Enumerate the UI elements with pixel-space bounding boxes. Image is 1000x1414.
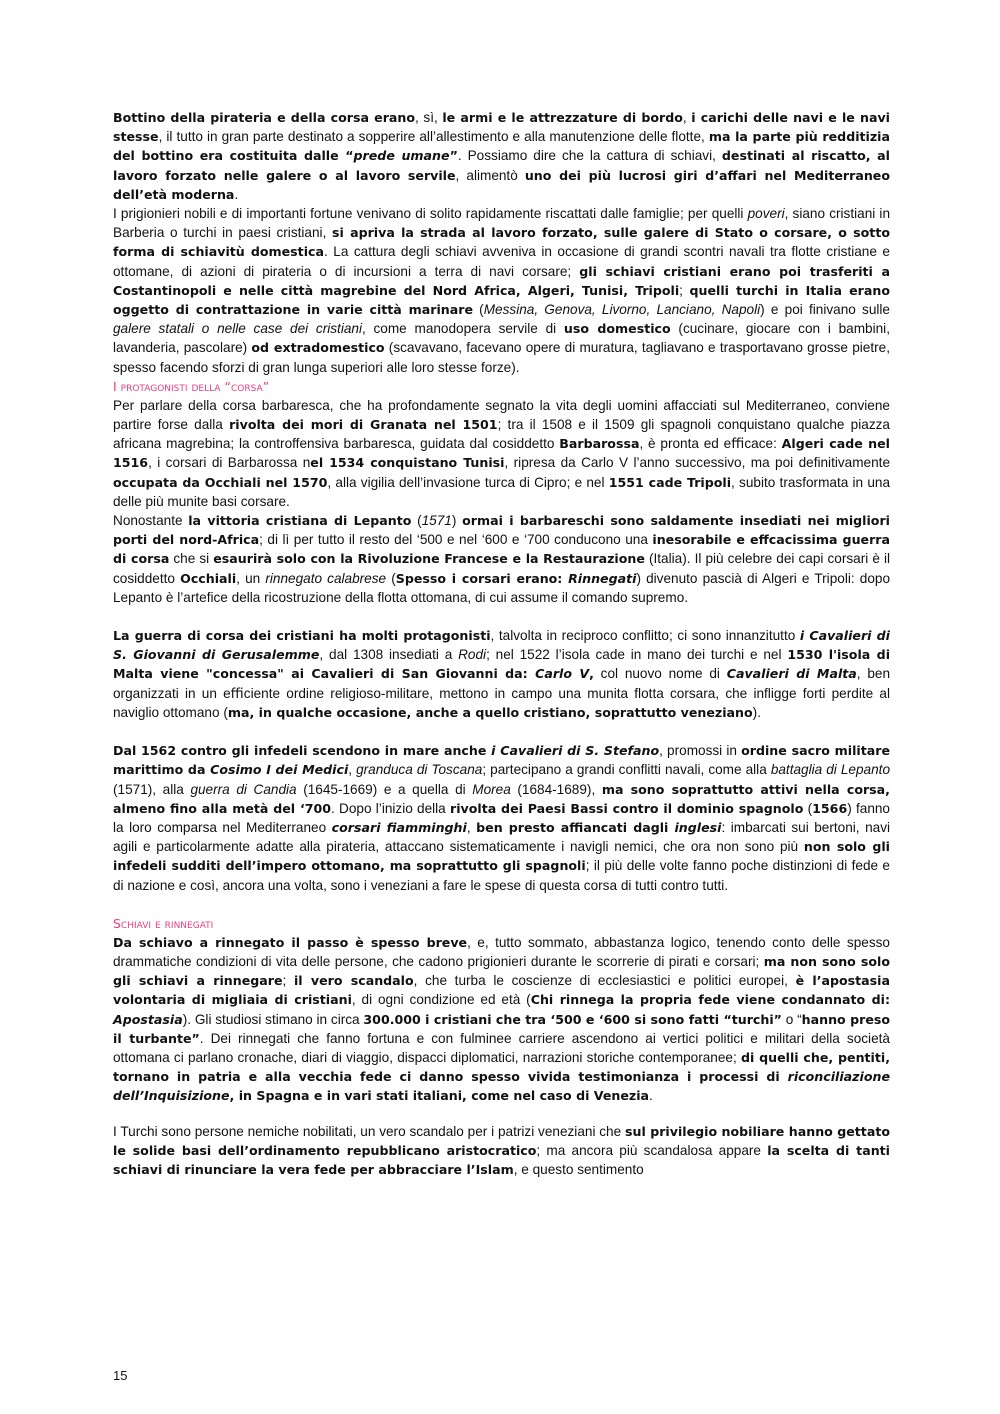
text-run: le armi e le attrezzature di bordo — [442, 110, 683, 125]
text-run: (scavavano, facevano opere di muratura, tagliavano e trasportavano grosse pietre, spesso facendo sforzi di gran lunga superiori alle loro stesse forze). — [113, 340, 890, 375]
text-run: Barbarossa — [559, 436, 640, 452]
text-run: non solo gli infedeli sudditi dell’impero ottomano, ma soprattutto gli spagnoli — [113, 839, 890, 874]
text-run: ) — [451, 513, 463, 529]
text-run: , ben organizzati in un eﬃciente ordine religioso-militare, mettono in campo una munita ﬂotta corsara, che inﬂigge forti perdite al naviglio ottomano ( — [113, 666, 891, 720]
text-run: ma, in qualche occasione, anche a quello cristiano, soprattutto veneziano — [227, 704, 753, 720]
text-run: ( — [472, 302, 484, 318]
text-run: , promossi in — [659, 743, 742, 759]
text-run: rinnegato calabrese — [265, 570, 387, 586]
text-run: Spesso i corsari erano: — [395, 570, 569, 586]
text-run: (1645-1669) e a quella di — [296, 781, 473, 797]
text-run: la scelta di tanti schiavi di rinunciare la vera fede per abbracciare l’Islam — [113, 1142, 890, 1177]
text-run: ma sono soprattutto attivi nella corsa, almeno ﬁno alla metà del ‘700 — [113, 781, 890, 816]
text-run: battaglia di Lepanto — [770, 762, 891, 778]
text-run: , i corsari di Barbarossa n — [148, 455, 311, 471]
text-run: ) fanno la loro comparsa nel Mediterraneo — [113, 800, 890, 835]
text-run: , che turba le coscienze di ecclesiastici e politici europei, — [413, 973, 796, 989]
text-run: , sì, — [415, 110, 443, 125]
text-run: ). — [752, 704, 761, 720]
text-run: ; ma ancora più scandalosa appare — [536, 1142, 768, 1158]
text-run: . Possiamo dire che la cattura di schiavi, — [457, 148, 722, 164]
text-run: , — [589, 666, 594, 682]
section-heading-protagonisti: I protagonisti della “corsa” — [113, 378, 270, 394]
text-run: ma non sono solo gli schiavi a rinnegare — [113, 953, 890, 989]
text-run: destinati al riscatto, al lavoro forzato nelle galere o al lavoro servile — [113, 148, 890, 183]
text-run: galere statali o nelle case dei cristiani — [113, 321, 362, 337]
text-run: rivolta dei mori di Granata nel 1501 — [229, 417, 498, 433]
text-run: gli schiavi cristiani erano poi trasferiti a Costantinopoli e nelle città magrebine del Nord Africa, Algeri, Tunisi, Tripoli — [113, 263, 890, 298]
text-run: Da schiavo a rinnegato il passo è spesso breve — [113, 934, 468, 950]
text-run: , come manodopera servile di — [361, 321, 564, 337]
text-run: ; tra il 1508 e il 1509 gli spagnoli conquistano qualche piazza africana magrebina; la controffensiva barbaresca, guidata dal cosiddetto — [113, 417, 890, 452]
paragraph-lepanto — [113, 511, 890, 607]
text-run: , — [682, 110, 692, 125]
text-run: prede umane — [353, 148, 450, 164]
text-run: ( — [803, 800, 813, 816]
section-heading-schiavi: Schiavi e rinnegati — [113, 915, 214, 931]
text-run: Carlo V — [535, 666, 590, 682]
text-run: ma la parte più redditizia del bottino era costituita dalle “ — [113, 129, 891, 164]
document-body — [113, 108, 890, 1179]
text-run: 1571 — [421, 513, 452, 529]
text-run: ; nel 1522 l’isola cade in mano dei turchi e nel — [486, 647, 788, 663]
text-run: o “ — [781, 1011, 802, 1027]
paragraph-turchi — [113, 1122, 890, 1180]
text-run: col nuovo nome di — [593, 666, 727, 682]
text-run: Bottino della pirateria e della corsa erano — [113, 110, 416, 125]
text-run: è l’apostasia volontaria di migliaia di cristiani — [113, 973, 890, 1008]
text-run: i carichi delle navi e le navi stesse — [113, 110, 890, 145]
text-run: ordine sacro militare marittimo da — [113, 743, 891, 778]
text-run: La guerra di corsa dei cristiani ha molti protagonisti — [113, 628, 491, 644]
text-run: Cosimo I dei Medici — [210, 762, 349, 778]
text-run: occupata da Occhiali nel 1570 — [113, 474, 328, 490]
paragraph-corsa-barbaresca — [113, 396, 890, 511]
text-run: , il tutto in gran parte destinato a sopperire all’allestimento e alla manutenzione delle ﬂotte, — [158, 129, 709, 145]
text-run: i Cavalieri di S. Stefano — [491, 743, 660, 759]
paragraph-cavalieri-stefano — [113, 741, 890, 895]
text-run: Nonostante — [113, 513, 189, 529]
text-run: , siano cristiani in Barberia o turchi in paesi cristiani, — [113, 206, 890, 241]
text-run: che si — [169, 551, 214, 567]
text-run: ) e poi ﬁnivano sulle — [760, 302, 890, 318]
text-run: : imbarcati sui bertoni, navi agili e particolarmente adatte alla pirateria, attaccano sistematicamente i navigli nemici, che ora non sono più — [113, 819, 891, 855]
text-run: ; — [282, 973, 294, 989]
text-run: , talvolta in reciproco conﬂitto; ci sono innanzitutto — [490, 628, 800, 644]
text-run: , un — [236, 570, 266, 586]
text-run: il vero scandalo — [293, 973, 414, 989]
text-run: (Italia). Il più celebre dei capi corsari è il cosiddetto — [113, 551, 890, 586]
text-run: 300.000 i cristiani che tra ‘500 e ‘600 si sono fatti “turchi” — [363, 1011, 782, 1027]
text-run: , — [466, 819, 477, 835]
text-run: (cucinare, giocare con i bambini, lavanderia, pascolare) — [113, 321, 890, 356]
text-run: ( — [386, 570, 396, 586]
text-run: hanno preso il turbante” — [113, 1011, 891, 1046]
text-run: , è pronta ed eﬃcace: — [639, 436, 782, 452]
text-run: Messina, Genova, Livorno, Lanciano, Napoli — [483, 302, 761, 318]
text-run: ben presto aﬃancati dagli — [476, 819, 675, 835]
text-run: , subito trasformata in una delle più munite basi corsare. — [113, 474, 891, 509]
text-run: corsari ﬁamminghi — [331, 819, 467, 835]
text-run: Rinnegati — [568, 570, 637, 586]
text-run: ). Gli studiosi stimano in circa — [182, 1011, 364, 1027]
text-run: (1684-1689), — [510, 781, 602, 797]
text-run: i Cavalieri di S. Giovanni di Gerusalemme — [113, 628, 891, 663]
text-run: 1551 cade Tripoli — [608, 474, 732, 490]
text-run: ( — [411, 513, 422, 529]
text-run: riconciliazione dell’Inquisizione — [113, 1069, 890, 1104]
text-run: Algeri cade nel 1516 — [113, 436, 890, 471]
text-run: uno dei più lucrosi giri d’affari nel Mediterraneo dell’età moderna — [113, 167, 890, 202]
text-run: . — [649, 1088, 653, 1104]
paragraph-bottino — [113, 108, 890, 204]
text-run: ormai i barbareschi sono saldamente insediati nei migliori porti del nord-Africa — [113, 513, 890, 548]
text-run: Occhiali — [180, 570, 237, 586]
text-run: Per parlare della corsa barbaresca, che ha profondamente segnato la vita degli uomini affacciati sul Mediterraneo, conviene partire forse dalla — [113, 397, 890, 433]
text-run: sul privilegio nobiliare hanno gettato le solide basi dell’ordinamento repubblicano aristocratico — [113, 1123, 890, 1158]
text-run: rivolta dei Paesi Bassi contro il dominio spagnolo — [449, 800, 804, 816]
text-run: poveri — [747, 206, 785, 222]
text-run: el 1534 conquistano Tunisi — [310, 455, 505, 471]
text-run: Morea — [472, 781, 511, 797]
text-run: guerra di Candia — [190, 781, 297, 797]
text-run: ; il più delle volte fanno poche distinzioni di fede e di nazione e così, ancora una volta, sono i veneziani a fare le spese di questa corsa di tutti contro tutti. — [113, 858, 890, 893]
paragraph-prigionieri — [113, 204, 890, 377]
text-run: 1530 l'isola di Malta viene "concessa" ai Cavalieri di San Giovanni da: — [113, 647, 891, 682]
text-run: , dal 1308 insediati a — [319, 647, 459, 663]
text-run: uso domestico — [563, 321, 671, 337]
paragraph-cavalieri-malta — [113, 626, 890, 722]
text-run: , e questo sentimento — [513, 1161, 644, 1177]
text-run: si apriva la strada al lavoro forzato, sulle galere di Stato o corsare, o sotto forma di schiavitù domestica — [113, 225, 890, 260]
text-run: . — [234, 186, 239, 202]
text-run: Chi rinnega la propria fede viene condannato di: — [530, 992, 890, 1008]
text-run: ; partecipano a grandi conﬂitti navali, come alla — [482, 762, 771, 778]
text-run: inesorabile e eﬀcacissima guerra di corsa — [113, 532, 890, 567]
text-run: inglesi — [674, 819, 722, 835]
text-run: (1571), alla — [113, 781, 191, 797]
text-run: , di ogni condizione ed età ( — [351, 992, 531, 1008]
text-run: di quelli che, pentiti, tornano in patria e alla vecchia fede ci danno spesso vivida testimonianza i processi di — [113, 1049, 890, 1085]
text-run: od extradomestico — [251, 340, 385, 356]
text-run: I prigionieri nobili e di importanti fortune venivano di solito rapidamente riscattati dalle famiglie; per quelli — [113, 206, 748, 222]
text-run: esaurirà solo con la Rivoluzione Francese e la Restaurazione — [213, 551, 645, 567]
text-run: 1566 — [812, 800, 848, 816]
text-run: ” — [449, 148, 458, 164]
page-number: 15 — [113, 1368, 128, 1383]
text-run: , alla vigilia dell’invasione turca di Cipro; e nel — [327, 474, 609, 490]
text-run: . La cattura degli schiavi avveniva in occasione di grandi scontri navali tra ﬂotte cristiane e ottomane, di azioni di pirateria o di incursioni a terra di navi corsare; — [113, 244, 890, 279]
text-run: . Dopo l’inizio della — [331, 800, 450, 816]
text-run: ; — [679, 282, 690, 298]
text-run: la vittoria cristiana di Lepanto — [188, 513, 412, 529]
text-run: Rodi — [458, 647, 487, 663]
text-run: Dal 1562 contro gli infedeli scendono in mare anche — [113, 743, 492, 759]
text-run: , e, tutto sommato, abbastanza logico, tenendo conto delle spesso drammatiche condizioni di vita delle persone, che cadono prigionieri durante le scorrerie di pirati e corsari; — [113, 934, 890, 969]
text-run: , — [348, 762, 357, 778]
text-run: I Turchi sono persone nemiche nobilitati, un vero scandalo per i patrizi veneziani che — [113, 1123, 625, 1139]
text-run: Cavalieri di Malta — [726, 666, 857, 682]
text-run: , alimentò — [455, 167, 525, 183]
paragraph-rinnegati — [113, 933, 890, 1106]
text-run: , in Spagna e in vari stati italiani, come nel caso di Venezia — [229, 1088, 650, 1104]
text-run: ; di lì per tutto il resto del ‘500 e nel ‘600 e ‘700 conducono una — [259, 532, 653, 548]
text-run: granduca di Toscana — [356, 762, 483, 778]
text-run: . Dei rinnegati che fanno fortuna e con fulminee carriere ascendono ai vertici politici e militari della società ottomana ci parlano cronache, diari di viaggio, dispacci diplomatici, narrazioni storiche contemporanee; — [113, 1030, 890, 1065]
text-run: quelli turchi in Italia erano oggetto di contrattazione in varie città marinare — [113, 282, 890, 318]
text-run: Apostasia — [113, 1011, 183, 1027]
text-run: ) divenuto pascià di Algeri e Tripoli: dopo Lepanto è l’arteﬁce della ricostruzione della ﬂotta ottomana, di cui assume il comando supremo. — [113, 570, 891, 605]
text-run: , ripresa da Carlo V l’anno successivo, ma poi deﬁnitivamente — [504, 455, 891, 471]
